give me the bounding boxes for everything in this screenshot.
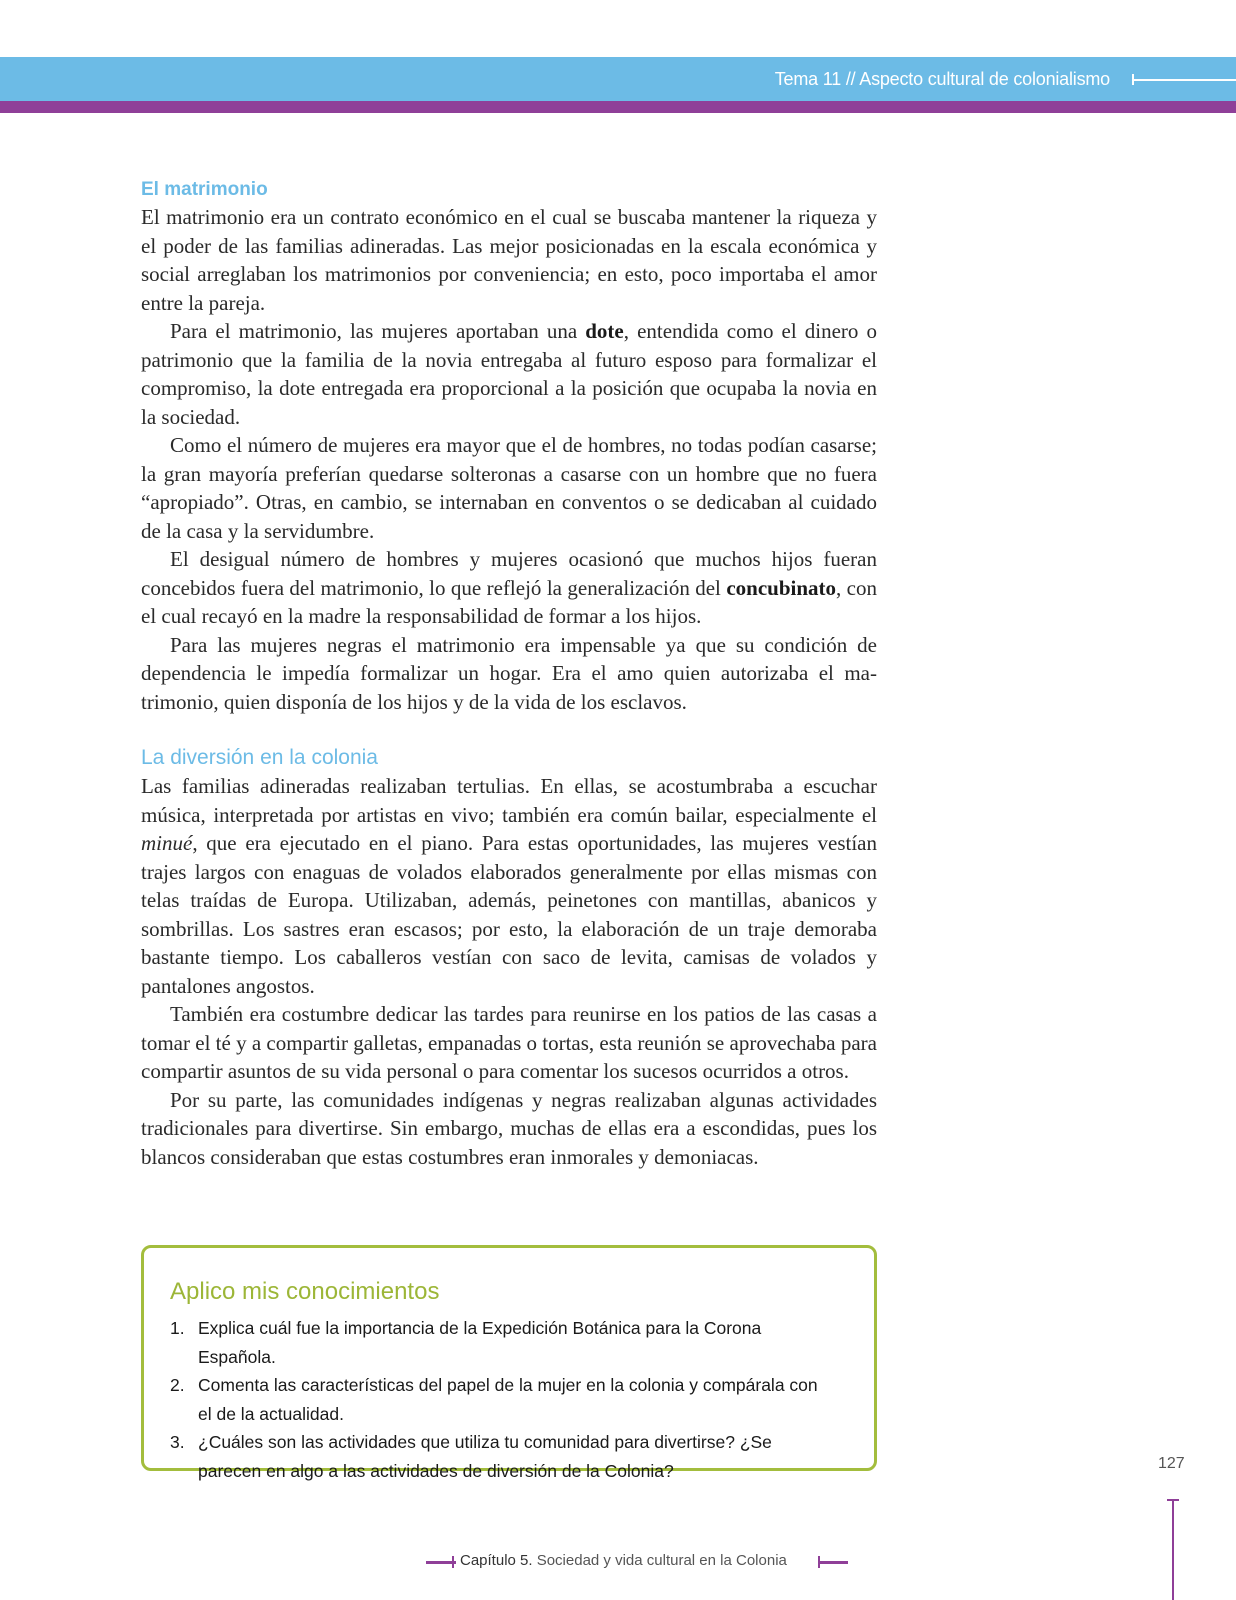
- section-heading-matrimonio: El matrimonio: [141, 179, 268, 200]
- header-stripe: [0, 101, 1236, 113]
- footer-rule-left-tick: [452, 1556, 454, 1568]
- list-item: [170, 1428, 830, 1485]
- activity-box: [141, 1245, 877, 1481]
- paragraph-text: El desigual número de hombres y mujeres ocasionó que muchos hijos fueran concebidos fuera del matrimonio, lo que reflejó la generalización del: [141, 547, 877, 600]
- header-rule: [1132, 79, 1236, 81]
- footer-chapter-number: Capítulo 5.: [460, 1552, 533, 1569]
- activity-title: Aplico mis conocimientos: [170, 1278, 440, 1305]
- activity-list: [170, 1314, 830, 1485]
- list-item-number: 2.: [170, 1375, 185, 1395]
- side-rule: [1172, 1499, 1174, 1600]
- list-item: [170, 1314, 830, 1371]
- paragraph: Por su parte, las comunidades indígenas y negras realizaban algunas actividades tradicionales para divertirse. Sin embargo, muchas de ellas era a escondidas, pues los blancos consideraban que estas costumbres eran inmorales y demoniacas.: [141, 1087, 877, 1169]
- paragraph-text: Las familias adineradas realizaban tertulias. En ellas, se acostumbraba a escuchar música, interpretada por artistas en vivo; también era común bailar, especialmente el: [141, 774, 877, 827]
- paragraph: [141, 317, 877, 431]
- paragraph-text: Para el matrimonio, las mujeres aportaban una: [170, 319, 586, 343]
- term-minue: minué: [141, 831, 193, 855]
- paragraph: El matrimonio era un contrato económico en el cual se buscaba mantener la riqueza y el poder de las familias adineradas. Las mejor posicionadas en la escala económica y social arreglaban los matrimonios por conveniencia; en esto, poco importaba el amor entre la pareja.: [141, 205, 877, 315]
- footer: [0, 1551, 1236, 1573]
- paragraph: También era costumbre dedicar las tardes para reunirse en los patios de las casas a tomar el té y a compartir galletas, empanadas o tortas, esta reunión se aprovechaba para compartir asuntos de su vida personal o para comentar los sucesos ocurridos a otros.: [141, 1002, 877, 1083]
- footer-chapter-title: Sociedad y vida cultural en la Colonia: [532, 1552, 787, 1569]
- paragraph: [141, 772, 877, 1000]
- page-number: 127: [1158, 1455, 1185, 1472]
- term-dote: dote: [585, 319, 624, 343]
- paragraph-text: , que era ejecutado en el piano. Para estas oportunidades, las mujeres vestían trajes largos con enaguas de volados elaborados generalmente por ellas mismas con telas traídas de Europa. Utilizaban, además, peinetones con mantillas, abanicos y sombrillas. Los sastres eran escasos; por esto, la elaboración de un traje demoraba bastante tiempo. Los caballeros vestían con saco de levita, camisas de volados y pantalones angostos.: [141, 831, 877, 998]
- term-concubinato: concubinato: [726, 575, 836, 600]
- list-item-text: Comenta las características del papel de la mujer en la colonia y compárala con el de la actualidad.: [198, 1375, 818, 1424]
- list-item-text: ¿Cuáles son las actividades que utiliza tu comunidad para divertirse? ¿Se parecen en algo a las actividades de diversión de la Colonia?: [198, 1432, 772, 1481]
- paragraph-text: , con el cual recayó en la madre la responsabilidad de formar a los hijos.: [141, 575, 877, 628]
- paragraph: Como el número de mujeres era mayor que el de hombres, no todas podían casarse; la gran mayoría preferían quedarse solteronas a casarse con un hombre que no fuera “apropiado”. Otras, en cambio, se internaban en conventos o se dedicaban al cuidado de la casa y la servidumbre.: [141, 433, 877, 543]
- footer-rule-right: [818, 1561, 848, 1564]
- paragraph-text: , entendida como el dinero o patrimonio que la familia de la novia entregaba al futuro esposo para formalizar el compromiso, la dote entregada era proporcional a la posición que ocupaba la novia en la sociedad.: [141, 319, 878, 429]
- list-item-number: 3.: [170, 1432, 185, 1452]
- paragraph: Para las mujeres negras el matrimonio era impensable ya que su condición de dependencia le impedía formalizar un hogar. Era el amo quien autorizaba el matrimonio, quien disponía de los hijos y de la vida de los esclavos.: [141, 632, 877, 714]
- list-item: [170, 1371, 830, 1428]
- section-heading-diversion: La diversión en la colonia: [141, 746, 378, 769]
- footer-chapter: [460, 1552, 787, 1569]
- paragraph: [141, 545, 877, 631]
- list-item-text: Explica cuál fue la importancia de la Expedición Botánica para la Corona Española.: [198, 1318, 762, 1367]
- main-content: [141, 177, 877, 1171]
- list-item-number: 1.: [170, 1318, 185, 1338]
- header-title: Tema 11 // Aspecto cultural de colonialismo: [774, 69, 1110, 89]
